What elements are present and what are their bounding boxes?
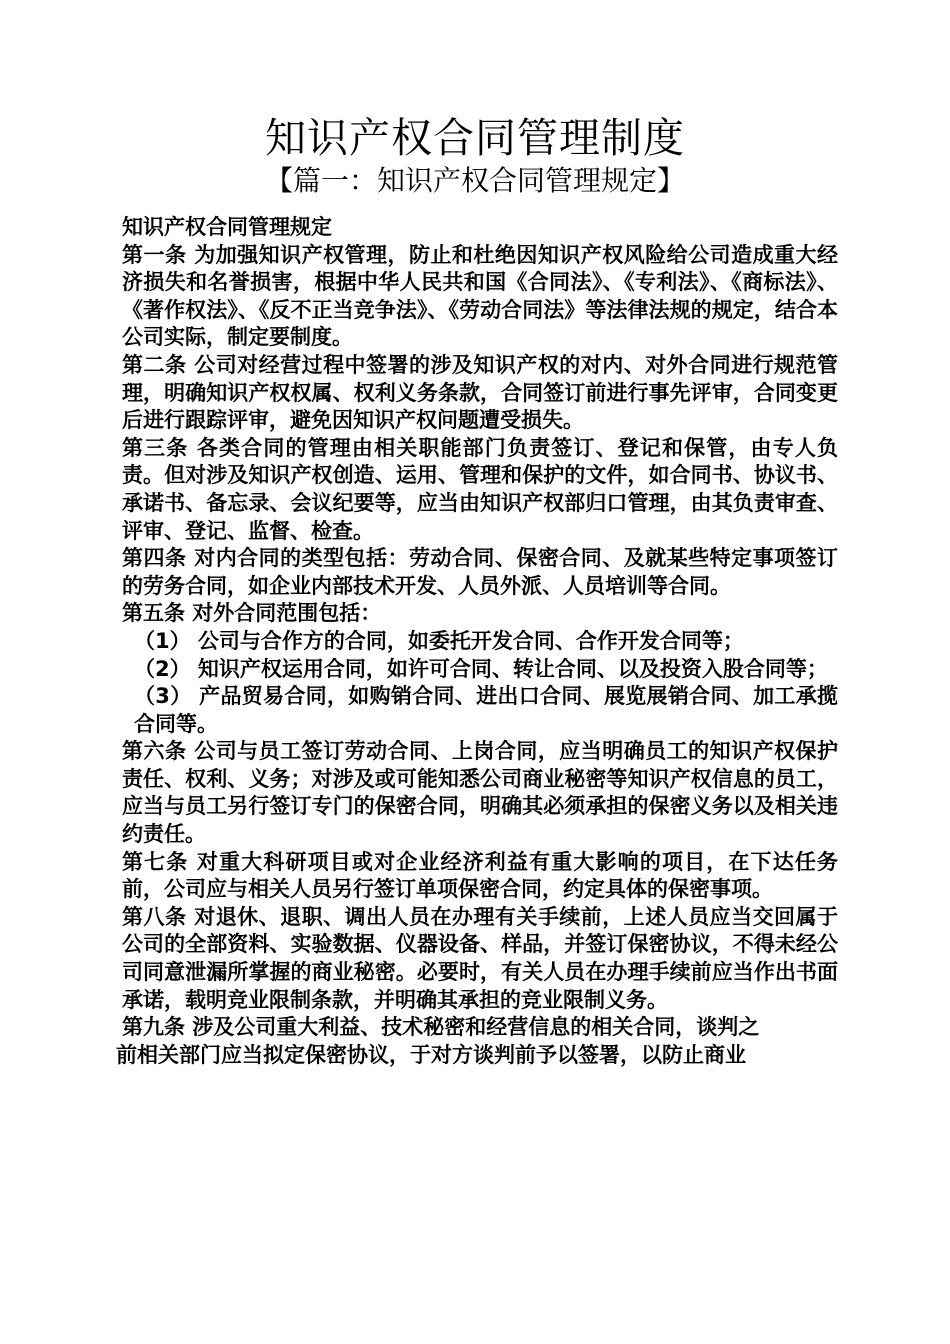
article-9-continued: 前相关部门应当拟定保密协议，于对方谈判前予以签署，以防止商业 — [116, 1042, 746, 1067]
article-7: 第七条 对重大科研项目或对企业经济利益有重大影响的项目，在下达任务前，公司应与相关人员另行签订单项保密合同，约定具体的保密事项。 — [122, 849, 838, 902]
article-9: 第九条 涉及公司重大利益、技术秘密和经营信息的相关合同，谈判之 — [122, 1015, 760, 1040]
article-6: 第六条 公司与员工签订劳动合同、上岗合同，应当明确员工的知识产权保护责任、权利、义务；对涉及或可能知悉公司商业秘密等知识产权信息的员工，应当与员工另行签订专门的保密合同，明确其必须承担的保密义务以及相关违约责任。 — [122, 739, 838, 847]
article-8: 第八条 对退休、退职、调出人员在办理有关手续前，上述人员应当交回属于公司的全部资料、实验数据、仪器设备、样品，并签订保密协议，不得未经公司同意泄漏所掌握的商业秘密。必要时，有关人员在办理手续前应当作出书面承诺，载明竞业限制条款，并明确其承担的竞业限制义务。 — [122, 904, 838, 1012]
document-title: 知识产权合同管理制度 — [265, 114, 685, 162]
article-4: 第四条 对内合同的类型包括：劳动合同、保密合同、及就某些特定事项签订的劳务合同，如企业内部技术开发、人员外派、人员培训等合同。 — [122, 546, 838, 598]
document-body — [116, 214, 838, 1069]
article-5-item-1: （1） 公司与合作方的合同，如委托开发合同、合作开发合同等； — [134, 628, 744, 653]
article-5-item-3: （3） 产品贸易合同，如购销合同、进出口合同、展览展销合同、加工承揽 合同等。 — [134, 684, 838, 736]
article-5-item-2: （2） 知识产权运用合同，如许可合同、转让合同、以及投资入股合同等； — [134, 656, 828, 681]
article-2: 第二条 公司对经营过程中签署的涉及知识产权的对内、对外合同进行规范管理，明确知识产权权属、权利义务条款，合同签订前进行事先评审，合同变更后进行跟踪评审，避免因知识产权问题遭受损失。 — [122, 352, 838, 433]
article-5: 第五条 对外合同范围包括： — [122, 601, 382, 626]
section-heading: 知识产权合同管理规定 — [122, 215, 332, 239]
document-subtitle: 【篇一：知识产权合同管理规定】 — [264, 164, 685, 197]
article-3: 第三条 各类合同的管理由相关职能部门负责签订、登记和保管，由专人负责。但对涉及知识产权创造、运用、管理和保护的文件，如合同书、协议书、承诺书、备忘录、会议纪要等，应当由知识产权部归口管理，由其负责审查、评审、登记、监督、检查。 — [122, 435, 838, 543]
article-1: 第一条 为加强知识产权管理，防止和杜绝因知识产权风险给公司造成重大经济损失和名誉损害，根据中华人民共和国《合同法》、《专利法》、《商标法》、《著作权法》、《反不正当竞争法》、《劳动合同法》等法律法规的规定，结合本公司实际，制定要制度。 — [122, 242, 838, 350]
